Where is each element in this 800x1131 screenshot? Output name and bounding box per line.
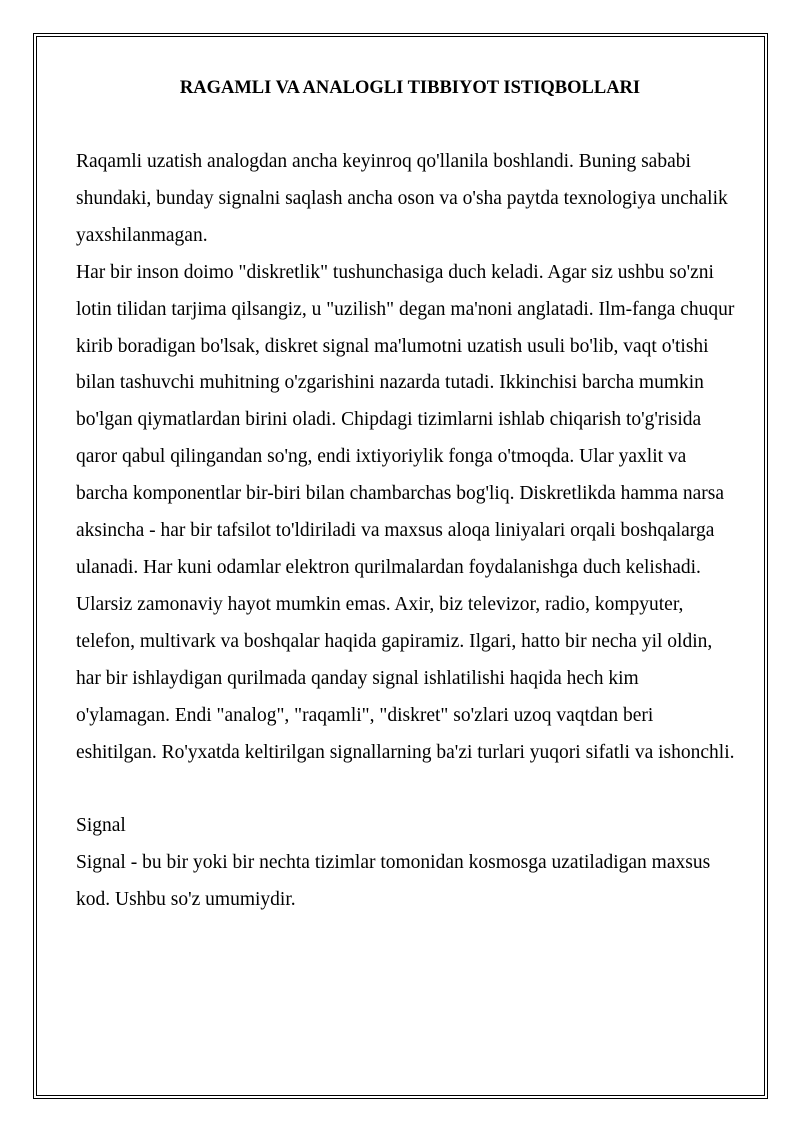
document-body bbox=[76, 76, 736, 919]
paragraph-signal-definition: Signal - bu bir yoki bir nechta tizimlar tomonidan kosmosga uzatiladigan maxsus kod. Ushbu so'z umumiydir. bbox=[76, 852, 711, 911]
paragraph-raqamli-uzatish: Raqamli uzatish analogdan ancha keyinroq qo'llanila boshlandi. Buning sababi shundaki, bunday signalni saqlash ancha oson va o'sha paytda texnologiya unchalik yaxshilanmagan. bbox=[76, 151, 728, 246]
document-title: RAGAMLI VA ANALOGLI TIBBIYOT ISTIQBOLLARI bbox=[179, 78, 641, 98]
blank-line bbox=[76, 771, 736, 808]
section-heading-signal: Signal bbox=[76, 815, 126, 837]
paragraph-diskretlik: Har bir inson doimo "diskretlik" tushunchasiga duch keladi. Agar siz ushbu so'zni lotin tilidan tarjima qilsangiz, u "uzilish" degan ma'noni anglatadi. Ilm-fanga chuqur kirib boradigan bo'lsak, diskret signal ma'lumotni uzatish usuli bo'lib, vaqt o'tishi bilan tashuvchi muhitning o'zgarishini nazarda tutadi. Ikkinchisi barcha mumkin bo'lgan qiymatlardan birini oladi. Chipdagi tizimlarni ishlab chiqarish to'g'risida qaror qabul qilingandan so'ng, endi ixtiyoriylik fonga o'tmoqda. Ular yaxlit va barcha komponentlar bir-biri bilan chambarchas bog'liq. Diskretlikda hamma narsa aksincha - har bir tafsilot to'ldiriladi va maxsus aloqa liniyalari orqali boshqalarga ulanadi. Har kuni odamlar elektron qurilmalardan foydalanishga duch kelishadi. Ularsiz zamonaviy hayot mumkin emas. Axir, biz televizor, radio, kompyuter, telefon, multivark va boshqalar haqida gapiramiz. Ilgari, hatto bir necha yil oldin, har bir ishlaydigan qurilmada qanday signal ishlatilishi haqida hech kim o'ylamagan. Endi "analog", "raqamli", "diskret" so'zlari uzoq vaqtdan beri eshitilgan. Ro'yxatda keltirilgan signallarning ba'zi turlari yuqori sifatli va ishonchli. bbox=[76, 261, 735, 763]
